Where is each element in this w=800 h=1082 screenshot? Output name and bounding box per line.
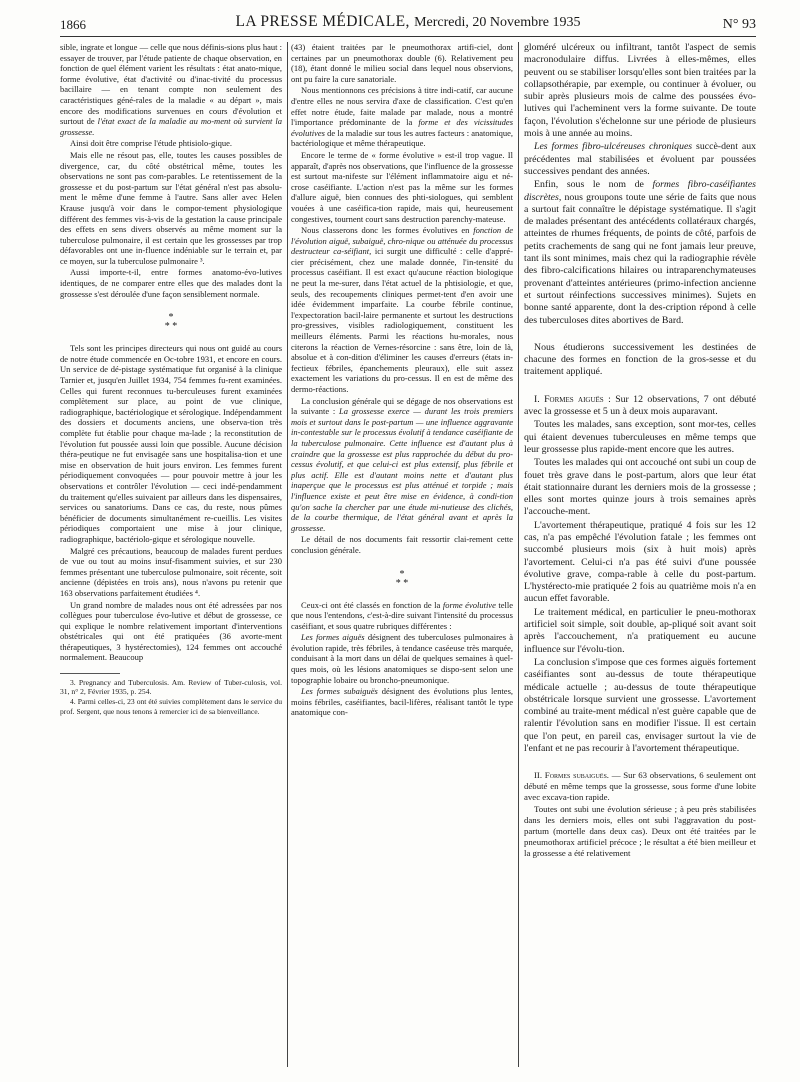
paragraph: Enfin, sous le nom de formes fibro-caséifiantes discrètes, nous groupons toute une série de faits que nous a surtout fait connaître le dépistage systématique. Il s'agit de malades présentant des antécédents collatéraux chargés, atteintes de rhumes fréquents, de points de côté, parfois de petits crachements de sang qui ne font jamais leur preuve, tant ils sont minimes, mais chez qui la radiographie révèle des fibro-calcifications hilaires ou intraparenchymateuses provenant d'atteintes antérieures (primo-infection ancienne et surtout réinfections successives minimes). Sujets en bonne santé apparente, dont la des-cription répond à celle des tuberculoses dites abortives de Bard. bbox=[524, 179, 756, 326]
paragraph: Les formes subaiguës désignent des évolutions plus lentes, moins fébriles, caséifiantes, bacil-lifères, réalisant tantôt le type anatomique con- bbox=[291, 686, 513, 718]
paragraph: Malgré ces précautions, beaucoup de malades furent perdues de vue ou tout au moins insuf-fisamment suivies, et sur 230 femmes présentant une tuberculose pulmonaire, soit récente, soit ancienne (dépistées en trois ans), nous n'avons pu retenir que 163 observations parfaitement étudiées ⁴. bbox=[60, 545, 282, 598]
page-header bbox=[60, 6, 756, 36]
paragraph: La conclusion s'impose que ces formes aiguës fortement caséifiantes sont au-dessus de toute thérapeutique médicale actuelle ; au-dessus de toute thérapeutique obstétricale lorsque survient une grossesse. L'avortement combiné au traite-ment médical n'est guère capable que de ralentir l'évolution sans en modifier l'issue. Il est certain que l'on peut, en pareil cas, envisager surtout la vie de l'enfant et ne pas recourir à l'avortement thérapeutique. bbox=[524, 656, 756, 755]
spacer bbox=[524, 756, 756, 770]
footnote: 4. Parmi celles-ci, 23 ont été suivies complètement dans le service du prof. Sergent, que nous tenons à remercier ici de sa bienveillance. bbox=[60, 697, 282, 716]
page-number: 1866 bbox=[60, 17, 86, 32]
paragraph: Toutes ont subi une évolution sérieuse ; à peu près stabilisées dans les derniers mois, elles ont subi l'aggravation du post-partum (mortelle dans deux cas). Deux ont été traitées par le pneumothorax artificiel précoce ; le résultat a été bien meilleur et la grossesse a été relativement bbox=[524, 804, 756, 859]
footnote: 3. Pregnancy and Tuberculosis. Am. Review of Tuber-culosis, vol. 31, n° 2, Février 1935, p. 254. bbox=[60, 678, 282, 697]
column-divider bbox=[287, 42, 288, 1067]
spacer bbox=[524, 380, 756, 394]
paragraph: sible, ingrate et longue — celle que nous définis-sions plus haut : essayer de trouver, par l'étude patiente de chaque observation, en fonction de quel élément varient les résultats : état anato-mique, forme évolutive, état d'activité ou d'inac-tivité du processus bacillaire — en tenant compte non seulement des caractéristiques géné-rales de la maladie « au départ », mais encore des modifications survenues en cours d'évolution et surtout de l'état exact de la maladie au mo-ment où survient la grossesse. bbox=[60, 42, 282, 137]
issue-number: N° 93 bbox=[722, 17, 756, 32]
paragraph: Toutes les malades, sans exception, sont mor-tes, celles qui étaient devenues tuberculeuses en même temps que leur grossesse plus rapide-ment encore que les autres. bbox=[524, 419, 756, 455]
paragraph: Un grand nombre de malades nous ont été adressées par nos collègues pour tuberculose évo-lutive et début de grossesse, ce qui explique le nombre relativement important d'interventions obstétricales qui ont été pratiquées (36 avorte-ment thérapeutiques, 3 hystérectomies), 124 femmes ont accouché normalement. Beaucoup bbox=[60, 599, 282, 663]
footnote-rule bbox=[60, 673, 120, 674]
paragraph: Mais elle ne résout pas, elle, toutes les causes possibles de divergence, car, du côté obstétrical même, toutes les observations ne sont pas com-parables. Le retentissement de la grossesse et du post-partum sur l'état général n'est pas absolu-ment le même d'une femme à l'autre. Sans aller avec Helen Krause jusqu'à voir dans le compor-tement physiologique différent des femmes vis-à-vis de la gestation la cause principale des effets en sens divers observés au même moment sur la tuberculose pulmonaire, il est certain que les grossesses par trop défavorables ont une in-fluence indéniable sur le terrain et, par ce moyen, sur la tuberculose pulmonaire ³. bbox=[60, 149, 282, 266]
paragraph: Aussi importe-t-il, entre formes anatomo-évo-lutives identiques, de ne comparer entre elles que des malades dont la grossesse s'est déroulée d'une façon sensiblement normale. bbox=[60, 267, 282, 299]
spacer bbox=[524, 328, 756, 342]
column-divider bbox=[518, 42, 519, 1067]
section-paragraph: I. Formes aiguës : Sur 12 observations, 7 ont débuté avec la grossesse et 5 un à deux mois auparavant. bbox=[524, 393, 756, 418]
journal-title bbox=[60, 13, 756, 31]
section-heading: II. Formes subaiguës. bbox=[534, 770, 609, 781]
paragraph: gloméré ulcéreux ou infiltrant, tantôt l'aspect de semis macronodulaire diffus. Livrées à elles-mêmes, elles peuvent ou se stabiliser lorsqu'elles sont bien traitées par la collapsothérapie, par exemple, ou continuer à évoluer, ou subir après plusieurs mois de calme des poussées évo-lutives qui l'acheminent vers la forme suivante. De toute façon, l'évolution s'échelonne sur une période de plusieurs mois à une année au moins. bbox=[524, 42, 756, 140]
paragraph: Le détail de nos documents fait ressortir clai-rement cette conclusion générale. bbox=[291, 534, 513, 555]
paragraph: Toutes les malades qui ont accouché ont subi un coup de fouet très grave dans le post-partum, alors que leur état était stationnaire durant les derniers mois de la grossesse ; elles sont mortes quinze jours à trois semaines après l'accouche-ment. bbox=[524, 457, 756, 518]
paragraph: Nous classerons donc les formes évolutives en fonction de l'évolution aiguë, subaiguë, chro-nique ou atténuée du processus destructeur ca-séifiant, ici surgit une difficulté : celle d'appré-cier précisément, chez une malade donnée, l'in-tensité du processus caséifiant. Il est exact qu'aucune réaction biologique ne peut la me-surer, dans l'état actuel de la phtisiologie, et que, seuls, des recoupements cliniques permet-tent d'en avoir une idée évidemment imparfaite. La courbe fébrile continue, l'expectoration bacil-laire permanente et surtout les destructions pro-gressives, visibles radiologiquement, constituent les meilleurs éléments. Parmi les réactions hu-morales, nous citerons la réaction de Vernes-résorcine : sans être, loin de là, absolue et à con-dition d'éliminer les causes d'erreurs (états in-fectieux fébriles, épanchements pleuraux), elle suit assez exactement les variations du pro-cessus. Il en est de même des dermo-réactions. bbox=[291, 225, 513, 394]
paragraph: (43) étaient traitées par le pneumothorax artifi-ciel, dont certaines par un pneumothorax double (6). Relativement peu (18), étant donné le milieu social dans lequel nous observions, ont pu faire la cure sanatoriale. bbox=[291, 42, 513, 84]
paragraph: Le traitement médical, en particulier le pneu-mothorax artificiel soit simple, soit double, ap-pliqué soit avant soit après l'accouchement, n'a pratiquement eu aucune influence sur l'évolu-tion. bbox=[524, 606, 756, 655]
paragraph: Encore le terme de « forme évolutive » est-il trop vague. Il apparaît, d'après nos observations, que l'influence de la grossesse est surtout ma-nifeste sur l'élément inflammatoire aigu et né-crose caséifiante. L'action n'est pas la même sur les formes d'allure aiguë, bien connues des phti-siologues, qui semblent vouées à une caséifica-tion rapide, mais qui, heureusement congestives, tournent court sans destruction parenchy-mateuse. bbox=[291, 149, 513, 224]
paragraph: Ainsi doit être comprise l'étude phtisiolo-gique. bbox=[70, 138, 233, 149]
paragraph: Ceux-ci ont été classés en fonction de la forme évolutive telle que nous l'entendons, c'est-à-dire suivant l'intensité du processus caséifiant, et sous quatre rubriques différentes : bbox=[291, 599, 513, 631]
paragraph: L'avortement thérapeutique, pratiqué 4 fois sur les 12 cas, n'a pas empêché l'évolution fatale ; les femmes ont succombé plusieurs mois (six à huit mois) après l'avortement. Celui-ci n'a pas été suivi d'une poussée évolutive grave, compa-rable à celle du post-partum. L'hystérecto-mie pratiquée 2 fois au quatrième mois n'a en aucun effet favorable. bbox=[524, 519, 756, 605]
column-2 bbox=[291, 42, 513, 1076]
paragraph: Nous mentionnons ces précisions à titre indi-catif, car aucune d'entre elles ne nous servira d'axe de classification. C'est qu'en effet notre étude, faite malade par malade, nous a montré l'importance prédominante de la forme et des vicissitudes évolutives de la maladie sur tous les autres facteurs : anatomique, bactériologique et même thérapeutique. bbox=[291, 85, 513, 149]
paragraph: Nous étudierons successivement les destinées de chacune des formes en fonction de la gros-sesse et du traitement appliqué. bbox=[524, 341, 756, 378]
paragraph: Tels sont les principes directeurs qui nous ont guidé au cours de notre étude commencée en Oc-tobre 1931, et encore en cours. Un service de dé-pistage systématique fut organisé à la clinique Tarnier et, jusqu'en Juillet 1934, 754 femmes fu-rent examinées. Celles qui furent reconnues tu-berculeuses furent examinées complètement sur place, au point de vue clinique, radiographique, bactériologique et sérologique. Indépendamment des dossiers et documents anciens, une observa-tion très complète fut établie pour chaque ma-lade ; la reconstitution de l'évolution fut poussée aussi loin que possible. Aucune décision théra-peutique ne fut envisagée sans une hospitalisa-tion et une mise en observation de huit jours environ. Les femmes furent périodiquement convoquées — pour pouvoir mettre à jour les observations et contrôler l'évolution — ceci indé-pendamment du traitement qu'elles suivaient par ailleurs dans les dispensaires, services ou sanatoriums. Dans ce cas, du reste, nous pûmes bénéficier de documents simultanément re-cueillis. Les visites périodiques comportaient une mise à jour clinique, radiographique, bactériolo-gique et sérologique nouvelle. bbox=[60, 343, 282, 544]
paragraph: Les formes fibro-ulcéreuses chroniques succè-dent aux précédentes mal stabilisées et évoluent par poussées successives pendant des années. bbox=[524, 141, 756, 177]
paragraph: La conclusion générale qui se dégage de nos observations est la suivante : La grossesse exerce — durant les trois premiers mois et surtout dans le post-partum — une influence aggravante in-contestable sur le processus évolutif à tendance caséifiante de la tuberculose pulmonaire. Cette influence est d'autant plus à craindre que la grossesse est plus rapprochée du début du pro-cessus évolutif, et que celui-ci est plus extensif, plus fébrile et plus actif. Elle est d'autant moins nette et d'autant plus inaperçue que le processus est plus atténué et torpide ; mais l'influence existe et peut être mise en évidence, à condi-tion qu'on sache la chercher par une étude mi-nutieuse des clichés, de la courbe thermique, de l'état général avant et après la grossesse. bbox=[291, 395, 513, 533]
section-separator: * * * bbox=[164, 312, 178, 333]
section-paragraph: II. Formes subaiguës. — Sur 63 observations, 6 seulement ont débuté en même temps que la grossesse, sous forme d'une lobite avec excava-tion rapide. bbox=[524, 770, 756, 803]
journal-name: LA PRESSE MÉDICALE, bbox=[235, 13, 410, 30]
issue-date: Mercredi, 20 Novembre 1935 bbox=[414, 15, 581, 30]
header-rule bbox=[60, 36, 756, 37]
section-heading: I. Formes aiguës bbox=[534, 393, 604, 405]
column-3 bbox=[524, 42, 756, 1076]
column-1 bbox=[60, 42, 282, 1076]
paragraph: Les formes aiguës désignent des tuberculoses pulmonaires à évolution rapide, très fébriles, à tendance caséeuse très marquée, conduisant à la mort dans un délai de quelques semaines à quel-ques mois, où les lésions anatomiques se dispo-sent selon une topographie lobaire ou broncho-pneumonique. bbox=[291, 632, 513, 685]
section-separator: * * * bbox=[395, 568, 409, 589]
